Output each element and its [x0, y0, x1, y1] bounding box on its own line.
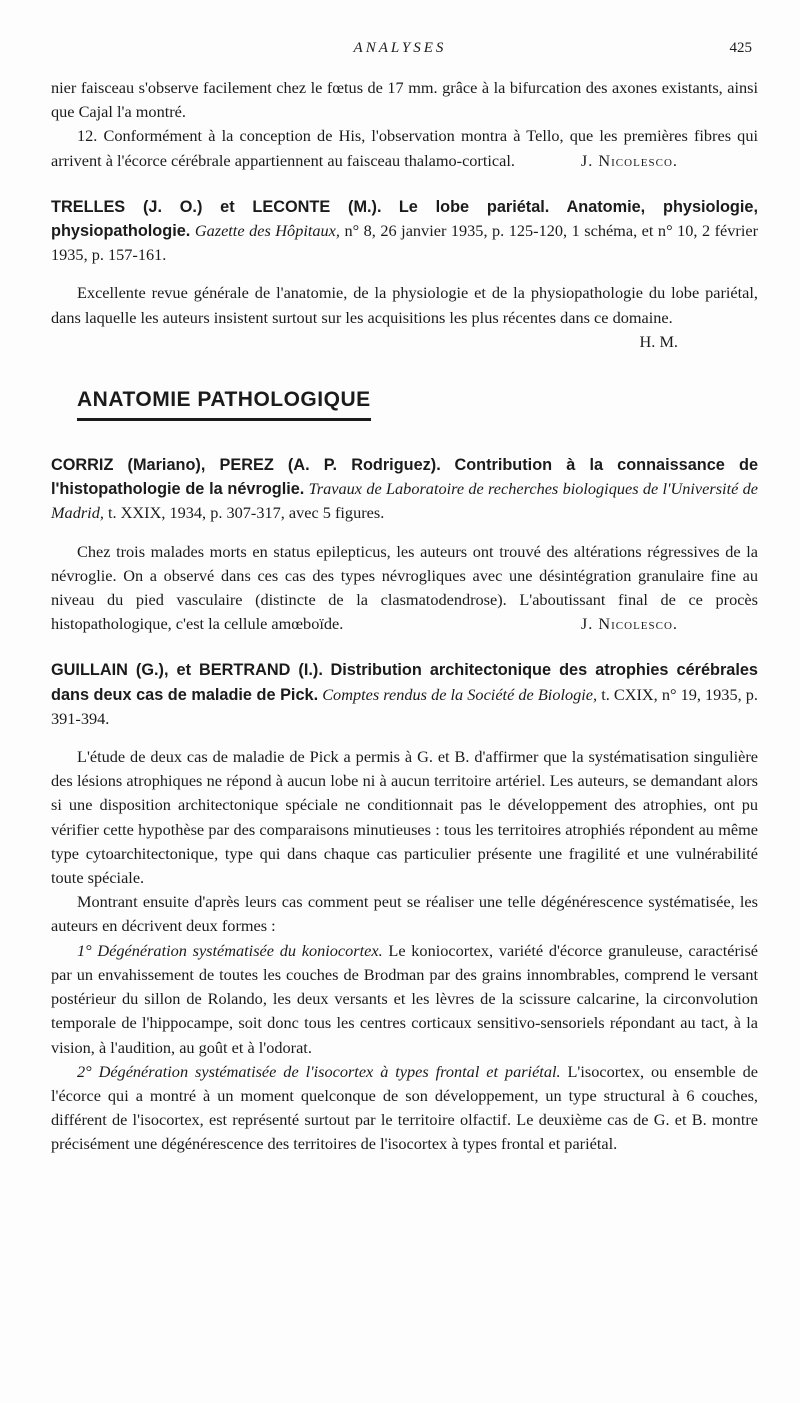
review-paragraph: L'étude de deux cas de maladie de Pick a permis à G. et B. d'affirmer que la systématisation singulière des lésions atrophiques ne répond à aucun lobe ni à aucun territoire artériel. Les auteurs, se demandant alors si une disposition architectonique spéciale ne conditionnait pas le développement des atrophies, ont pu vérifier cette hypothèse par des comparaisons minutieuses : tous les territoires atrophiés répondent au même type cytoarchitectonique, type qui dans chaque cas particulier présente une fragilité et une vulnérabilité toute spéciale. [51, 747, 758, 888]
entry-title: Le lobe pariétal. Anatomie, physiologie, physiopathologie. [51, 197, 758, 241]
section-heading: ANATOMIE PATHOLOGIQUE [77, 388, 371, 421]
entry-authors: CORRIZ (Mariano), PEREZ (A. P. Rodriguez). [51, 456, 441, 475]
continued-paragraph: nier faisceau s'observe facilement chez le fœtus de 17 mm. grâce à la bifurcation des axones existants, ainsi que Cajal l'a montré. [51, 78, 758, 122]
entry-authors: TRELLES (J. O.) et LECONTE (M.). [51, 197, 382, 216]
item-label: 2° Dégénération systématisée de l'isocortex à types frontal et pariétal. [77, 1061, 561, 1081]
continued-paragraph-2 [51, 124, 758, 172]
summary-text: Excellente revue générale de l'anatomie, de la physiologie et de la physiopathologie du lobe pariétal, dans laquelle les auteurs insistent surtout sur les acquisitions les plus récentes dans ce domaine. [51, 283, 758, 327]
entry-title: Contribution à la connaissance de l'histopathologie de la névroglie. [51, 456, 758, 499]
journal-name: Travaux de Laboratoire de recherches biologiques de l'Université de Madrid, [51, 479, 758, 523]
reviewer-signature: J. Nicolesco. [580, 614, 678, 634]
entry-authors: GUILLAIN (G.), et BERTRAND (I.). [51, 661, 323, 680]
paragraph-text: 12. Conformément à la conception de His, l'observation montra à Tello, que les premières fibres qui arrivent à l'écorce cérébrale appartiennent au faisceau thalamo-cortical. [51, 126, 758, 170]
review-entry-guillain [51, 658, 758, 1156]
review-entry-trelles [51, 195, 758, 354]
review-summary [51, 540, 758, 637]
review-summary [51, 281, 758, 351]
review-paragraph: Montrant ensuite d'après leurs cas comment peut se réaliser une telle dégénérescence systématisée, les auteurs en décrivent deux formes : [51, 892, 758, 936]
citation-details: t. CXIX, n° 19, 1935, p. 391-394. [51, 684, 758, 728]
item-text: Le koniocortex, variété d'écorce granuleuse, caractérisé par un envahissement de toutes les couches de Brodman par des grains innombrables, comprend le versant postérieur du sillon de Rolando, les deux versants et les lèvres de la scissure calcarine, la circonvolution temporale de l'hippocampe, soit donc tous les centres corticaux sensitivo-sensoriels répondant au tact, à la vision, à l'audition, au goût et à l'odorat. [51, 940, 759, 1057]
bibliographic-reference [51, 195, 758, 268]
page-body [51, 76, 758, 1157]
reviewer-signature: H. M. [639, 331, 678, 351]
citation-details: n° 8, 26 janvier 1935, p. 125-120, 1 schéma, et n° 10, 2 février 1935, p. 157-161. [51, 221, 758, 265]
journal-name: Gazette des Hôpitaux, [194, 221, 340, 241]
running-title: ANALYSES [353, 40, 447, 56]
item-label: 1° Dégénération systématisée du koniocortex. [77, 940, 383, 960]
running-header [0, 40, 800, 64]
review-list-item [51, 1060, 758, 1157]
review-entry-corriz [51, 453, 758, 636]
review-list-item [51, 939, 758, 1060]
bibliographic-reference [51, 453, 758, 526]
item-text: L'isocortex, ou ensemble de l'écorce qui a montré à un moment quelconque de son développement, un type structural à 6 couches, différent de l'isocortex, est représenté surtout par le territoire olfactif. Le deuxième cas de G. et B. montre précisément une dégénérescence des territoires de l'isocortex à types frontal et pariétal. [51, 1061, 758, 1154]
continued-review [51, 76, 758, 173]
summary-text: Chez trois malades morts en status epilepticus, les auteurs ont trouvé des altérations régressives de la névroglie. On a observé dans ces cas des types névrogliques avec une désintégration granulaire fine au niveau du pied vasculaire (distincte de la clasmatodendrose). L'aboutissant final de ce procès histopathologique, c'est la cellule amœboïde. [51, 541, 758, 634]
journal-name: Comptes rendus de la Société de Biologie, [322, 684, 598, 704]
bibliographic-reference [51, 658, 758, 731]
citation-details: t. XXIX, 1934, p. 307-317, avec 5 figures. [108, 503, 385, 523]
page-number: 425 [729, 40, 752, 56]
reviewer-signature: J. Nicolesco. [580, 150, 678, 170]
entry-title: Distribution architectonique des atrophies cérébrales dans deux cas de maladie de Pick. [51, 661, 758, 704]
